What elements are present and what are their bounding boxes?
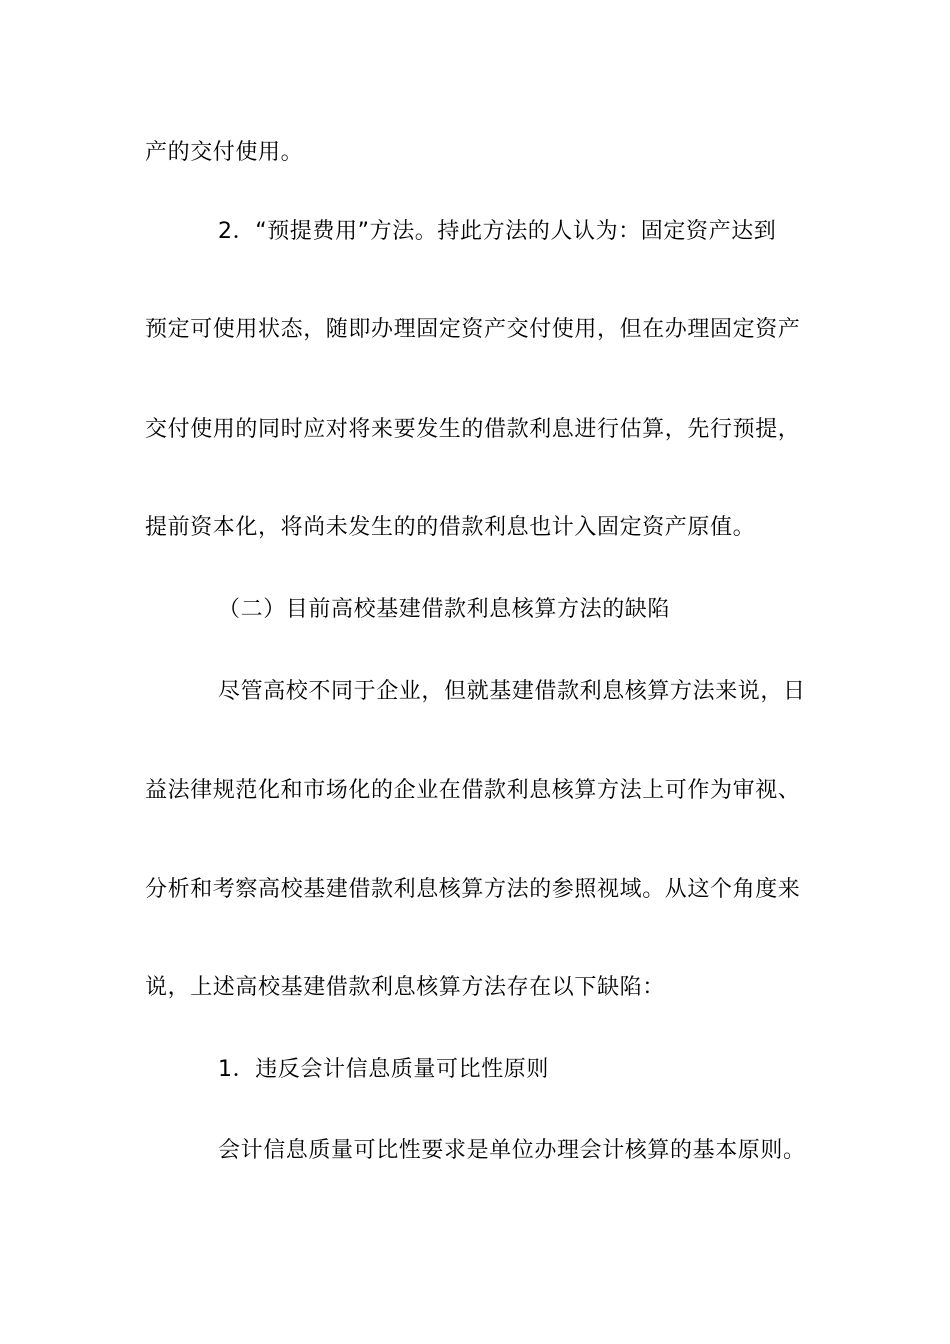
text-line-10: 会计信息质量可比性要求是单位办理会计核算的基本原则。 — [218, 1138, 806, 1163]
text-line-5: 提前资本化，将尚未发生的的借款利息也计入固定资产原值。 — [145, 515, 756, 540]
section-heading: （二）目前高校基建借款利息核算方法的缺陷 — [218, 597, 671, 622]
text-line-7: 益法律规范化和市场化的企业在借款利息核算方法上可作为审视、 — [145, 778, 801, 803]
text-line-4: 交付使用的同时应对将来要发生的借款利息进行估算，先行预提， — [145, 417, 801, 442]
text-line-6: 尽管高校不同于企业，但就基建借款利息核算方法来说，日 — [218, 679, 806, 704]
text-line-1: 产的交付使用。 — [145, 140, 304, 165]
subsection-heading: 1．违反会计信息质量可比性原则 — [218, 1057, 549, 1082]
text-line-2: 2．“预提费用”方法。持此方法的人认为：固定资产达到 — [218, 219, 777, 244]
text-line-3: 预定可使用状态，随即办理固定资产交付使用，但在办理固定资产 — [145, 317, 801, 342]
text-line-8: 分析和考察高校基建借款利息核算方法的参照视域。从这个角度来 — [145, 877, 801, 902]
text-line-9: 说，上述高校基建借款利息核算方法存在以下缺陷： — [145, 975, 665, 1000]
